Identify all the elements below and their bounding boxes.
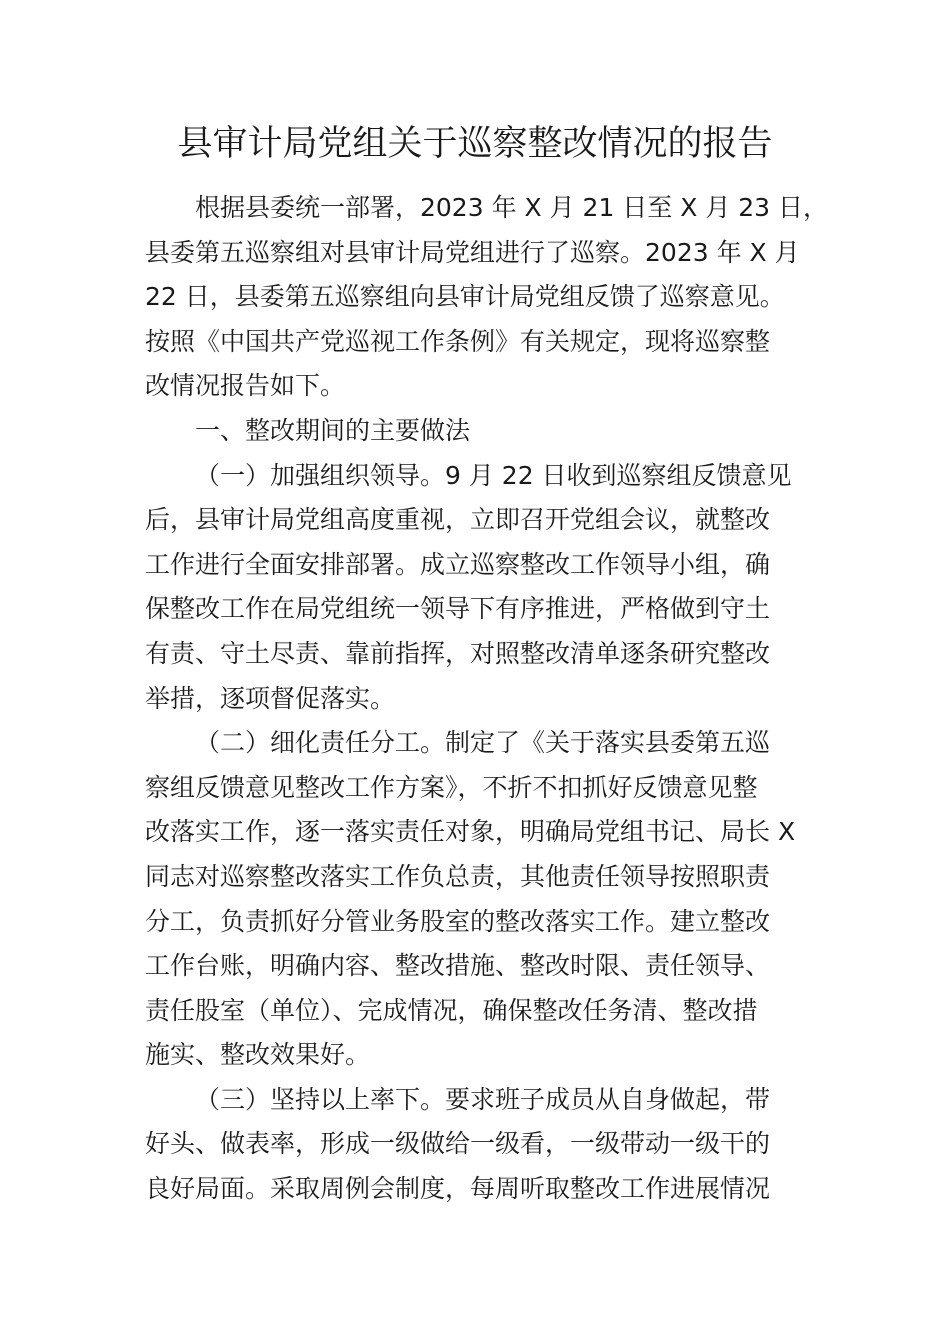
body-line: 改落实工作，逐一落实责任对象，明确局党组书记、局长 X xyxy=(145,817,796,847)
body-line: 保整改工作在局党组统一领导下有序推进，严格做到守土 xyxy=(145,594,771,624)
body-line: 工作进行全面安排部署。成立巡察整改工作领导小组，确 xyxy=(145,549,771,579)
body-line: （一）加强组织领导。9 月 22 日收到巡察组反馈意见 xyxy=(195,460,792,490)
body-line: 施实、整改效果好。 xyxy=(145,1040,371,1070)
body-line: 22 日，县委第五巡察组向县审计局党组反馈了巡察意见。 xyxy=(145,282,785,312)
body-line: 察组反馈意见整改工作方案》，不折不扣抓好反馈意见整 xyxy=(145,772,758,802)
body-line: 县委第五巡察组对县审计局党组进行了巡察。2023 年 X 月 xyxy=(145,237,800,267)
body-line: 根据县委统一部署，2023 年 X 月 21 日至 X 月 23 日， xyxy=(195,193,829,222)
body-line: 举措，逐项督促落实。 xyxy=(145,683,396,713)
document-body xyxy=(145,186,829,1212)
document-title: 县审计局党组关于巡察整改情况的报告 xyxy=(177,124,773,164)
body-line: 工作台账，明确内容、整改措施、整改时限、责任领导、 xyxy=(145,951,771,981)
body-line: 分工，负责抓好分管业务股室的整改落实工作。建立整改 xyxy=(145,906,771,936)
body-line: 后，县审计局党组高度重视，立即召开党组会议，就整改 xyxy=(145,505,771,535)
body-line: （二）细化责任分工。制定了《关于落实县委第五巡 xyxy=(195,728,771,758)
body-line: 按照《中国共产党巡视工作条例》有关规定，现将巡察整 xyxy=(145,326,771,356)
body-line: 一、整改期间的主要做法 xyxy=(195,415,471,445)
body-line: 良好局面。采取周例会制度，每周听取整改工作进展情况 xyxy=(145,1174,771,1204)
body-line: 改情况报告如下。 xyxy=(145,371,346,401)
body-line: 同志对巡察整改落实工作负总责，其他责任领导按照职责 xyxy=(145,861,771,891)
body-line: （三）坚持以上率下。要求班子成员从自身做起，带 xyxy=(195,1084,771,1114)
body-line: 有责、守土尽责、靠前指挥，对照整改清单逐条研究整改 xyxy=(145,638,771,668)
body-line: 责任股室（单位）、完成情况，确保整改任务清、整改措 xyxy=(145,995,758,1025)
body-line: 好头、做表率，形成一级做给一级看，一级带动一级干的 xyxy=(145,1129,771,1159)
